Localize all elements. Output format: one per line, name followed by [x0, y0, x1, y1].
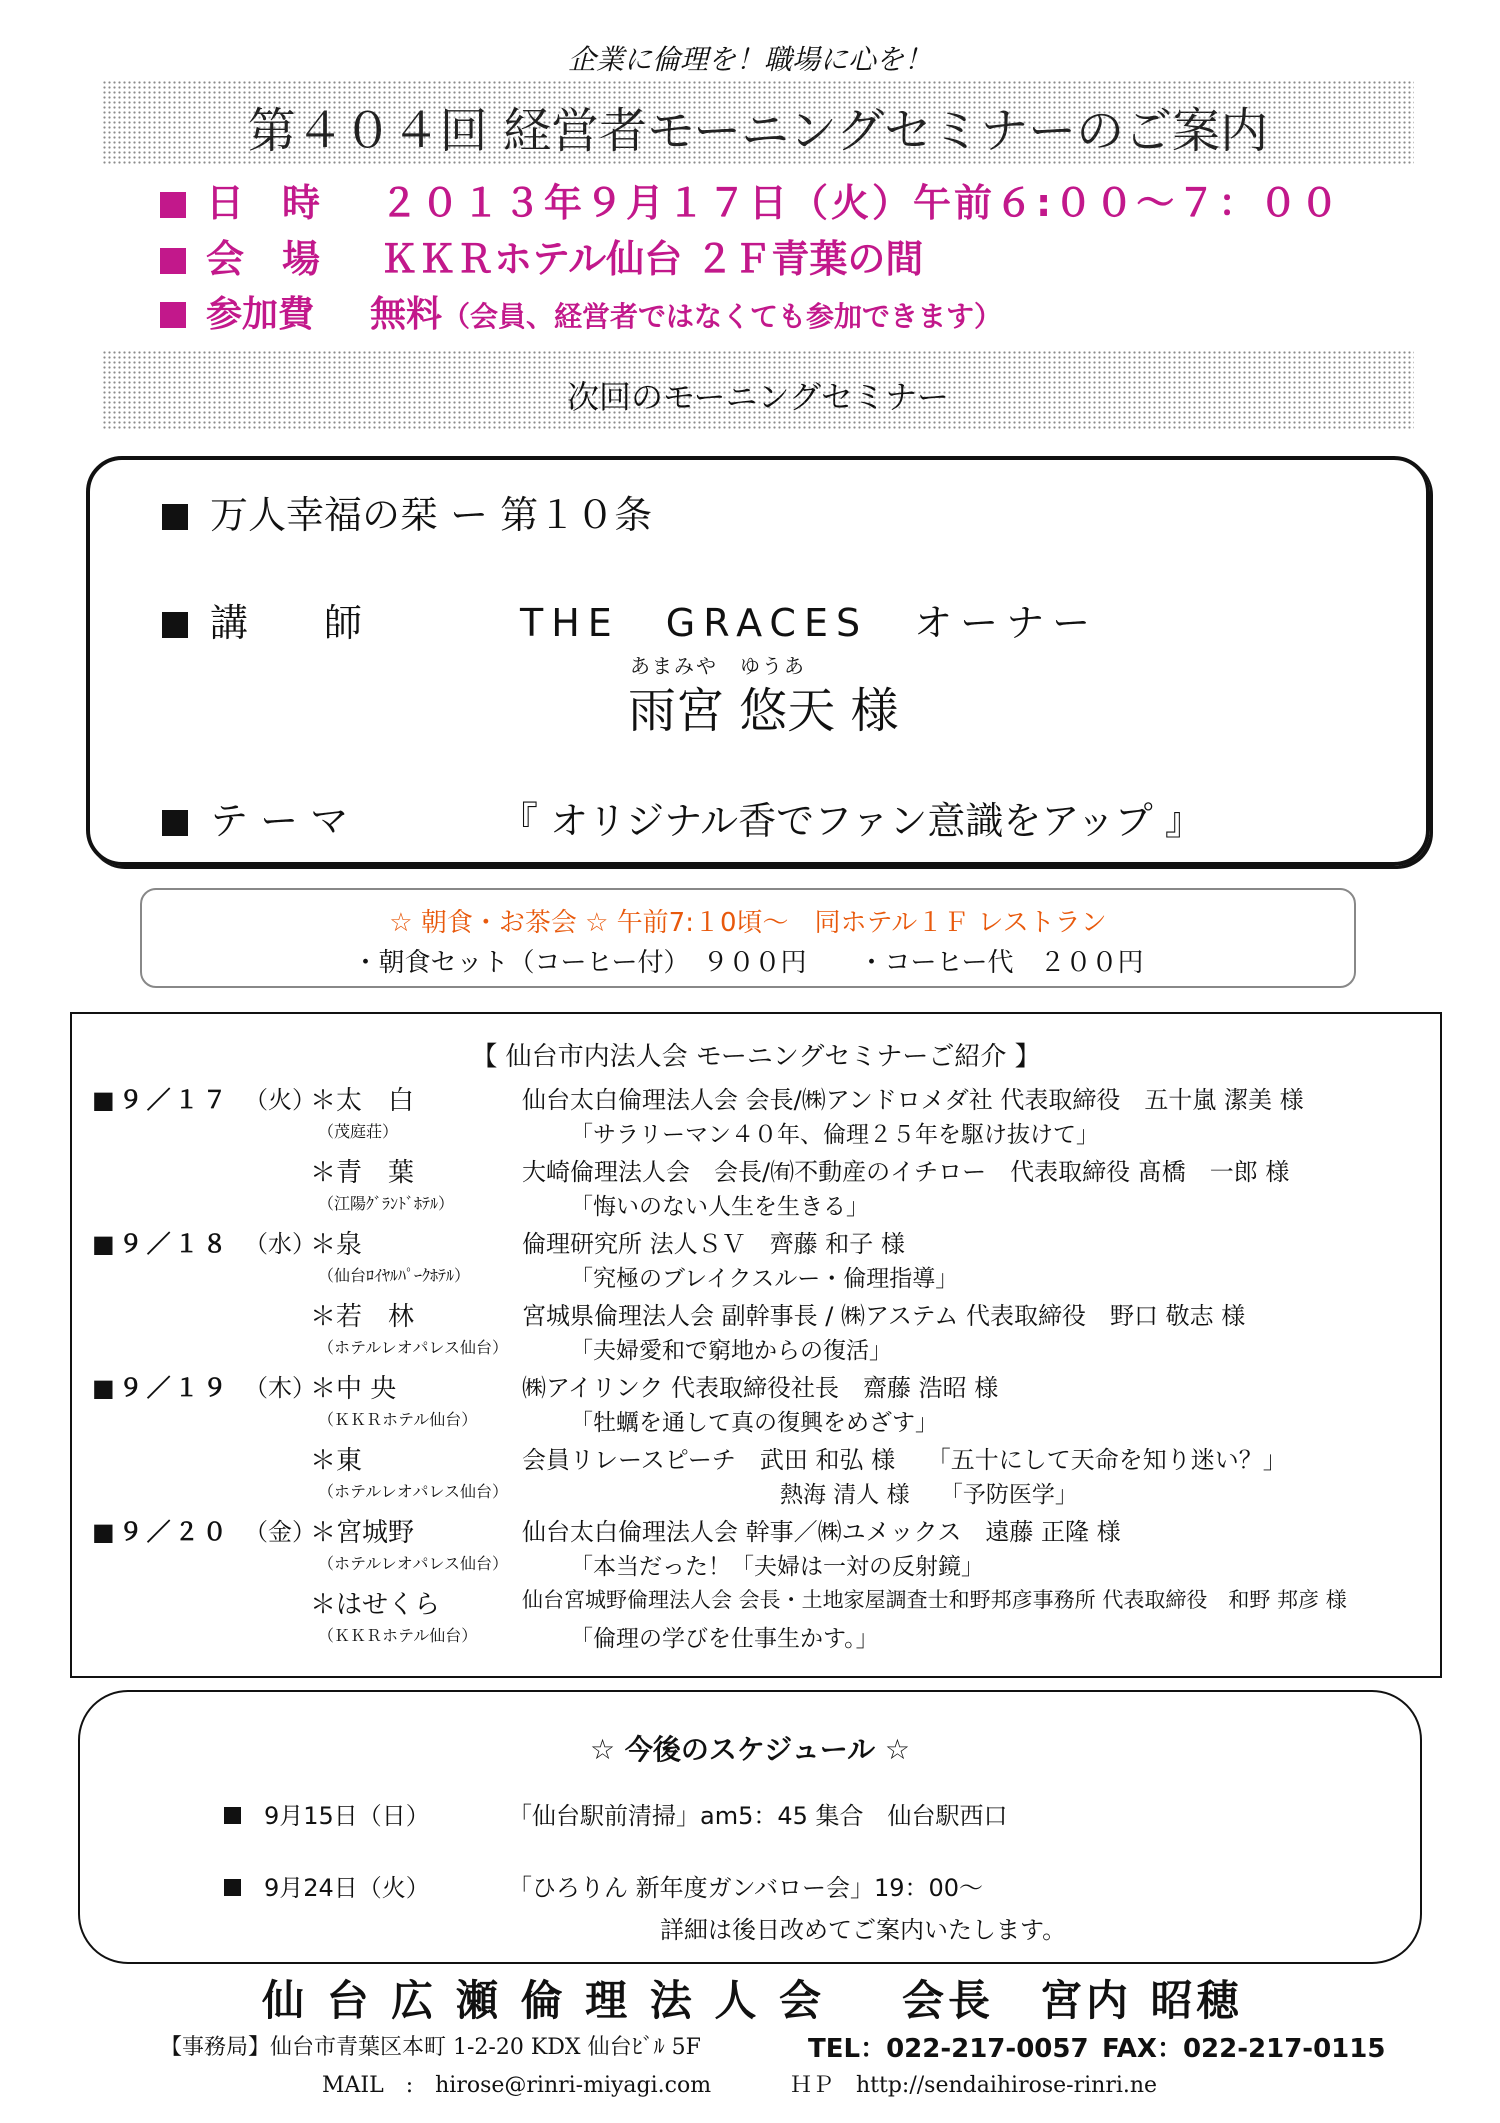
lecturer-label: 講 師	[210, 601, 363, 645]
info-note: （会員、経営者ではなくても参加できます）	[442, 300, 1003, 333]
intro-speaker: 倫理研究所 法人ＳＶ 齊藤 和子 様	[522, 1230, 905, 1258]
intro-date: ■９／１９	[92, 1374, 231, 1402]
black-square-icon	[162, 504, 188, 530]
slogan: 企業に倫理を！職場に心を！	[567, 43, 932, 76]
footer-office: 【事務局】仙台市青葉区本町 1-2-20 KDX 仙台ﾋﾞﾙ 5F	[160, 2035, 701, 2060]
schedule-event: 「仙台駅前清掃」am5：45 集合 仙台駅西口	[508, 1802, 1008, 1830]
intro-topic: 「本当だった！「夫婦は一対の反射鏡」	[570, 1554, 984, 1580]
schedule-item	[224, 1870, 1324, 1906]
magenta-square-icon	[160, 248, 186, 274]
intro-topic: 「究極のブレイクスルー・倫理指導」	[570, 1266, 959, 1292]
seminar-theme-label	[162, 790, 348, 845]
intro-topic: 「倫理の学びを仕事生かす。」	[570, 1626, 879, 1652]
schedule-date: 9月24日（火）	[264, 1874, 430, 1902]
schedule-date: 9月15日（日）	[264, 1802, 430, 1830]
intro-date: ■９／２０	[92, 1518, 231, 1546]
footer-org: 仙 台 広 瀬 倫 理 法 人 会	[262, 1976, 825, 2025]
breakfast-line2: ・朝食セット（コーヒー付） ９００円 ・コーヒー代 ２００円	[352, 948, 1144, 978]
info-value: ２０１３年９月１７日（火）午前６:００～７：００	[380, 181, 1342, 225]
footer-fax: FAX：022-217-0115	[1102, 2034, 1386, 2064]
breakfast-line1: ☆ 朝食・お茶会 ☆ 午前7:１0頃～ 同ホテル１Ｆ レストラン	[389, 908, 1107, 938]
magenta-square-icon	[160, 302, 186, 328]
lecturer-org: THE GRACES オーナー	[520, 601, 1099, 645]
intro-speaker: 仙台太白倫理法人会 幹事／㈱ユメックス 遠藤 正隆 様	[522, 1518, 1121, 1546]
footer-mail: MAIL : hirose@rinri-miyagi.com	[322, 2073, 712, 2098]
intro-topic: 「夫婦愛和で窮地からの復活」	[570, 1338, 892, 1364]
lecturer-name: 雨宮 悠天 様	[628, 683, 899, 739]
info-datetime	[160, 172, 1341, 227]
info-label: 会 場	[206, 237, 321, 281]
info-fee	[160, 286, 1002, 337]
theme-label: テ ー マ	[210, 799, 349, 843]
info-label: 参加費	[206, 294, 315, 335]
lecturer-ruby: あまみや ゆうあ	[630, 654, 806, 678]
footer-tel: TEL：022-217-0057	[808, 2034, 1089, 2064]
intro-topic: 「悔いのない人生を生きる」	[570, 1194, 869, 1220]
intro-dow: （火）	[244, 1086, 316, 1114]
intro-date: ■９／１８	[92, 1230, 231, 1258]
intro-dow: （木）	[244, 1374, 316, 1402]
intro-dow: （金）	[244, 1518, 316, 1546]
intro-venue: （ホテルレオパレス仙台）	[318, 1554, 509, 1573]
schedule-item	[224, 1798, 1324, 1834]
intro-speaker: ㈱アイリンク 代表取締役社長 齋藤 浩昭 様	[522, 1374, 999, 1402]
footer-chair: 会長 宮内 昭穂	[902, 1976, 1243, 2025]
schedule-title: ☆ 今後のスケジュール ☆	[589, 1733, 911, 1766]
intro-speaker: 宮城県倫理法人会 副幹事長 / ㈱アステム 代表取締役 野口 敬志 様	[522, 1302, 1246, 1330]
schedule-note: 詳細は後日改めてご案内いたします。	[660, 1916, 1067, 1944]
intro-club: ＊宮城野	[310, 1518, 415, 1548]
intro-title: 【 仙台市内法人会 モーニングセミナーご紹介 】	[471, 1042, 1041, 1072]
intro-date: ■９／１７	[92, 1086, 231, 1114]
intro-venue: （ＫＫＲホテル仙台）	[318, 1626, 478, 1645]
info-value: 無料	[370, 294, 443, 335]
intro-topic: 「サラリーマン４０年、倫理２５年を駆け抜けて」	[570, 1122, 1099, 1148]
intro-club: ＊太 白	[310, 1086, 415, 1116]
info-label: 日 時	[206, 181, 321, 225]
intro-venue: （茂庭荘）	[318, 1122, 399, 1141]
intro-topic: 熱海 清人 様 「予防医学」	[780, 1482, 1078, 1508]
intro-club: ＊青 葉	[310, 1158, 415, 1188]
seminar-lecturer-label	[162, 592, 362, 647]
intro-venue: （ホテルレオパレス仙台）	[318, 1338, 509, 1357]
schedule-event: 「ひろりん 新年度ガンバロー会」19：00～	[508, 1874, 984, 1902]
footer-hp: ＨＰ http://sendaihirose-rinri.ne	[790, 2073, 1158, 2098]
intro-club: ＊泉	[310, 1230, 363, 1260]
intro-speaker: 大崎倫理法人会 会長/㈲不動産のイチロー 代表取締役 髙橋 一郎 様	[522, 1158, 1290, 1186]
intro-speaker: 仙台宮城野倫理法人会 会長・土地家屋調査士和野邦彦事務所 代表取締役 和野 邦彦 様	[522, 1588, 1347, 1612]
intro-dow: （水）	[244, 1230, 316, 1258]
intro-club: ＊若 林	[310, 1302, 415, 1332]
intro-venue: （仙台ﾛｲﾔﾙﾊﾟｰｸﾎﾃﾙ）	[318, 1266, 471, 1285]
next-banner: 次回のモーニングセミナー	[566, 378, 950, 416]
info-value: ＫＫＲホテル仙台 ２Ｆ青葉の間	[380, 237, 924, 281]
magenta-square-icon	[160, 192, 186, 218]
black-square-icon	[162, 810, 188, 836]
intro-venue: （ホテルレオパレス仙台）	[318, 1482, 509, 1501]
intro-club: ＊東	[310, 1446, 363, 1476]
intro-club: ＊はせくら	[310, 1590, 441, 1620]
intro-speaker: 仙台太白倫理法人会 会長/㈱アンドロメダ社 代表取締役 五十嵐 潔美 様	[522, 1086, 1304, 1114]
article-text: 万人幸福の栞 ー 第１０条	[210, 493, 653, 537]
seminar-article	[162, 484, 652, 539]
page-title: 第４０４回 経営者モーニングセミナーのご案内	[247, 103, 1269, 159]
intro-club: ＊中 央	[310, 1374, 397, 1404]
info-venue	[160, 228, 923, 283]
theme-text: 『 オリジナル香でファン意識をアップ 』	[500, 799, 1203, 843]
intro-speaker: 会員リレースピーチ 武田 和弘 様 「五十にして天命を知り迷い？」	[522, 1446, 1287, 1474]
intro-topic: 「牡蠣を通して真の復興をめざす」	[570, 1410, 938, 1436]
black-square-icon	[162, 612, 188, 638]
intro-venue: （ＫＫＲホテル仙台）	[318, 1410, 478, 1429]
intro-venue: （江陽ｸﾞﾗﾝﾄﾞﾎﾃﾙ）	[318, 1194, 455, 1213]
